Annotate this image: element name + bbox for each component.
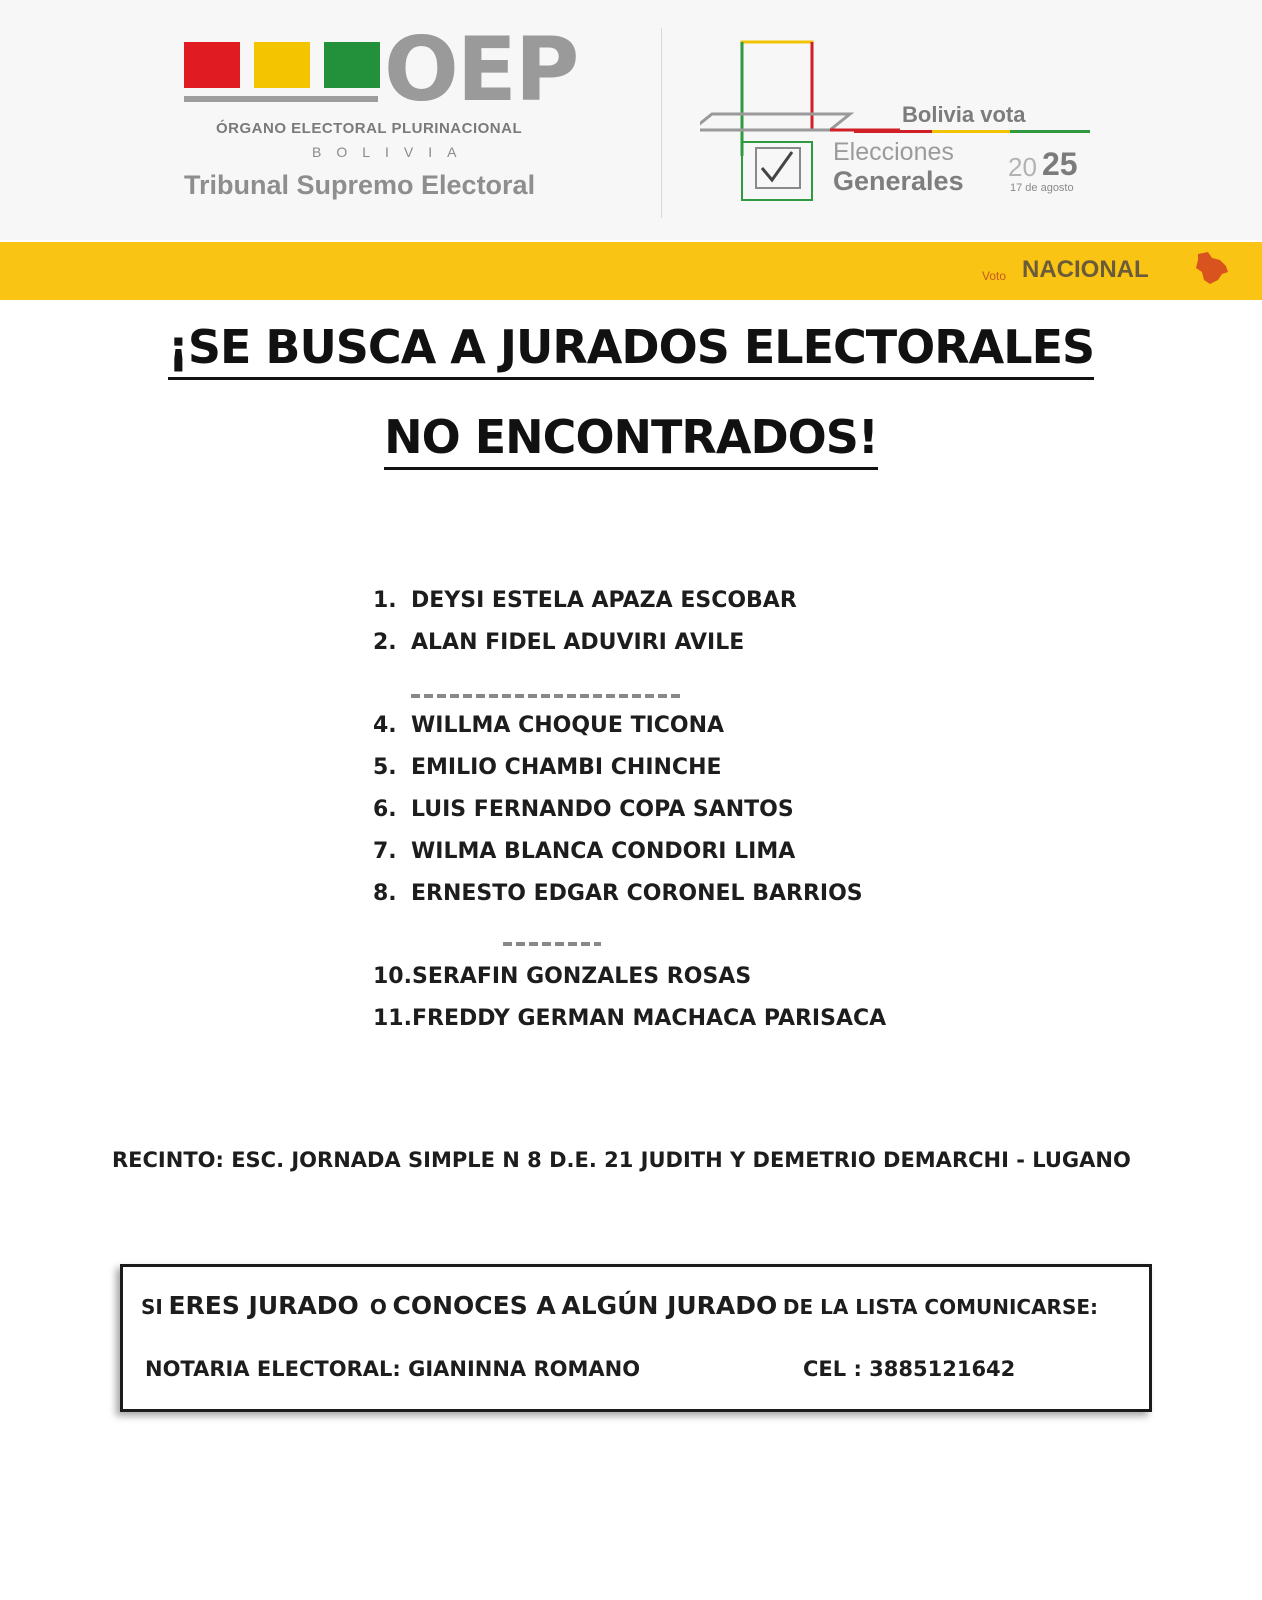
item-number: 7. xyxy=(373,838,397,864)
notaria-name: NOTARIA ELECTORAL: GIANINNA ROMANO xyxy=(145,1357,641,1381)
item-number: 8. xyxy=(373,880,397,906)
redaction-mark xyxy=(503,942,601,946)
country-name: BOLIVIA xyxy=(312,144,472,160)
item-name: LUIS FERNANDO COPA SANTOS xyxy=(411,796,794,822)
de-la-lista-text: DE LA LISTA COMUNICARSE: xyxy=(782,1295,1099,1319)
bolivia-vota-tagline: Bolivia vota xyxy=(902,102,1026,127)
bolivia-map-icon xyxy=(1192,250,1230,286)
list-item xyxy=(373,881,1013,923)
flag-squares xyxy=(184,42,378,108)
tagline-underline xyxy=(854,130,1090,133)
voto-label: Voto xyxy=(982,269,1007,283)
redaction-mark xyxy=(411,694,681,698)
list-item xyxy=(373,1006,1013,1048)
algun-jurado-text: ALGÚN JURADO xyxy=(561,1291,778,1320)
list-item xyxy=(373,797,1013,839)
header-divider xyxy=(661,28,662,218)
election-date: 17 de agosto xyxy=(1010,182,1074,194)
item-number: 1. xyxy=(373,588,397,613)
oep-letters: OEP xyxy=(384,18,578,121)
page-title-line2 xyxy=(0,410,1262,464)
item-name: ERNESTO EDGAR CORONEL BARRIOS xyxy=(411,880,863,906)
item-name: DEYSI ESTELA APAZA ESCOBAR xyxy=(411,588,797,613)
flag-yellow-square xyxy=(254,42,310,88)
item-name: EMILIO CHAMBI CHINCHE xyxy=(411,755,722,781)
o-text: O xyxy=(369,1295,387,1319)
org-name: ÓRGANO ELECTORAL PLURINACIONAL xyxy=(216,120,523,137)
item-name: WILLMA CHOQUE TICONA xyxy=(411,713,725,739)
title-line1-text: ¡SE BUSCA A JURADOS ELECTORALES xyxy=(168,320,1094,380)
eres-jurado-text: ERES JURADO xyxy=(168,1291,359,1320)
redacted-list-item xyxy=(373,672,1013,714)
contact-phone: CEL : 3885121642 xyxy=(803,1357,1016,1381)
flag-green-square xyxy=(324,42,380,88)
page-title-line1 xyxy=(0,320,1262,374)
item-name: SERAFIN GONZALES ROSAS xyxy=(411,964,752,990)
nacional-label: NACIONAL xyxy=(1022,256,1149,283)
contact-instructions xyxy=(141,1291,1098,1320)
item-number: 4. xyxy=(373,713,397,739)
oep-logo xyxy=(184,18,614,210)
title-line2-text: NO ENCONTRADOS! xyxy=(384,410,878,470)
si-text: SI xyxy=(141,1295,163,1319)
tribunal-name: Tribunal Supremo Electoral xyxy=(184,170,536,200)
year-prefix: 20 xyxy=(1008,152,1037,182)
elecciones-label: Elecciones xyxy=(833,138,954,166)
recinto-address: RECINTO: ESC. JORNADA SIMPLE N 8 D.E. 21 JUDITH Y DEMETRIO DEMARCHI - LUGANO xyxy=(112,1148,1131,1172)
item-name: ALAN FIDEL ADUVIRI AVILE xyxy=(411,629,745,655)
jurados-list xyxy=(373,588,1013,1048)
item-number: 2. xyxy=(373,629,397,655)
item-name: FREDDY GERMAN MACHACA PARISACA xyxy=(411,1005,887,1031)
list-item xyxy=(373,755,1013,797)
flag-underline xyxy=(184,96,378,102)
generales-label: Generales xyxy=(833,166,964,196)
list-item xyxy=(373,839,1013,881)
item-name: WILMA BLANCA CONDORI LIMA xyxy=(411,838,796,864)
redacted-list-item xyxy=(373,922,1013,964)
contact-box xyxy=(120,1264,1152,1412)
elections-2025-logo xyxy=(700,38,1100,213)
flag-red-square xyxy=(184,42,240,88)
item-number: 10. xyxy=(373,964,412,990)
item-number: 11. xyxy=(373,1005,412,1031)
year-suffix: 25 xyxy=(1042,146,1078,182)
list-item xyxy=(373,630,1013,672)
list-item xyxy=(373,713,1013,755)
conoces-a-text: CONOCES A xyxy=(392,1291,556,1320)
header xyxy=(0,0,1262,240)
item-number: 5. xyxy=(373,755,397,781)
list-item xyxy=(373,964,1013,1006)
voto-nacional-band xyxy=(0,242,1262,300)
list-item xyxy=(373,588,1013,630)
item-number: 6. xyxy=(373,796,397,822)
